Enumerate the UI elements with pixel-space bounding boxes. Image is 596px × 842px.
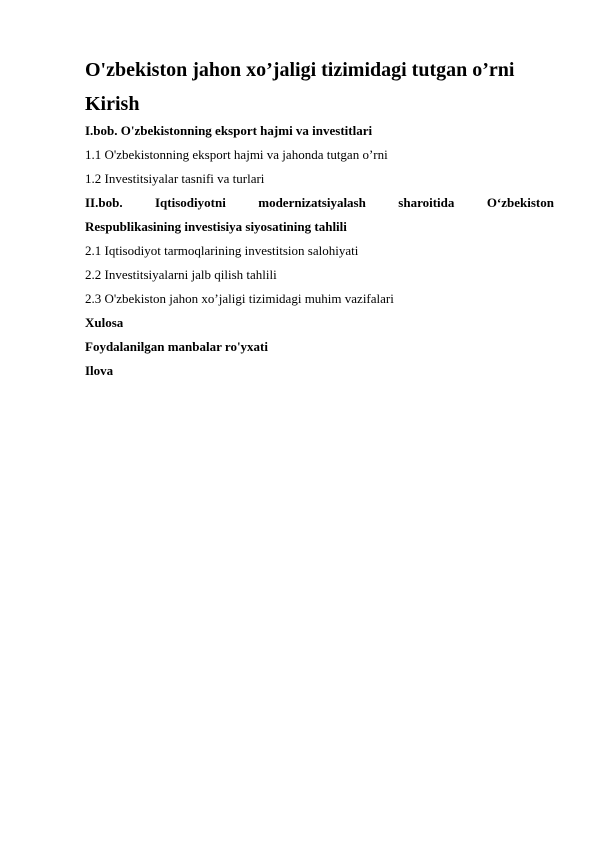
toc-section-2-2: 2.2 Investitsiyalarni jalb qilish tahlili <box>85 267 277 282</box>
toc-chapter-2 <box>85 195 554 219</box>
toc-chapter-2-word: O‘zbekiston <box>486 195 554 210</box>
toc-chapter-2-continuation: Respublikasining investisiya siyosatining tahlili <box>85 219 347 234</box>
table-of-contents <box>85 123 554 387</box>
toc-chapter-2-word: II.bob. <box>85 195 123 210</box>
document-title: O'zbekiston jahon xo’jaligi tizimidagi tutgan o’rni <box>85 59 515 81</box>
toc-section-1-2: 1.2 Investitsiyalar tasnifi va turlari <box>85 171 265 186</box>
toc-references: Foydalanilgan manbalar ro'yxati <box>85 339 268 354</box>
toc-section-2-1: 2.1 Iqtisodiyot tarmoqlarining investitsion salohiyati <box>85 243 359 258</box>
toc-chapter-1: I.bob. O'zbekistonning eksport hajmi va investitlari <box>85 123 373 138</box>
toc-chapter-2-word: Iqtisodiyotni <box>155 195 226 210</box>
toc-chapter-2-word: modernizatsiyalash <box>258 195 366 210</box>
toc-conclusion: Xulosa <box>85 315 124 330</box>
toc-section-2-3: 2.3 O'zbekiston jahon xo’jaligi tizimidagi muhim vazifalari <box>85 291 394 306</box>
intro-heading: Kirish <box>85 93 140 115</box>
toc-section-1-1: 1.1 O'zbekistonning eksport hajmi va jahonda tutgan o’rni <box>85 147 388 162</box>
toc-appendix: Ilova <box>85 363 114 378</box>
toc-chapter-2-word: sharoitida <box>398 195 455 210</box>
